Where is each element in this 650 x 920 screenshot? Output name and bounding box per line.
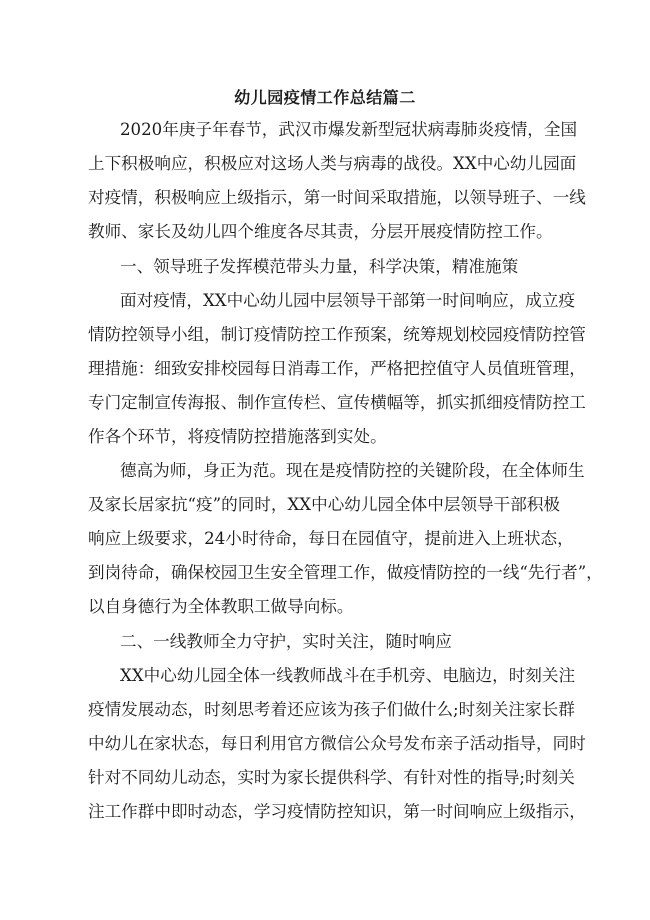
section-heading: 一、领导班子发挥模范带头力量，科学决策，精准施策 (120, 257, 519, 276)
paragraph-line: XX中心幼儿园全体一线教师战斗在手机旁、电脑边，时刻关注 (120, 666, 576, 685)
paragraph-line: 作各个环节，将疫情防控措施落到实处。 (88, 427, 387, 446)
document-title: 幼儿园疫情工作总结篇二 (234, 88, 416, 107)
paragraph-line: 对疫情，积极响应上级指示，第一时间采取措施，以领导班子、一线 (88, 188, 586, 207)
paragraph-line: 德高为师，身正为范。现在是疫情防控的关键阶段，在全体师生 (120, 461, 585, 480)
paragraph-line: 理措施：细致安排校园每日消毒工作，严格把控值守人员值班管理， (88, 359, 586, 378)
paragraph-line: 响应上级要求，24小时待命，每日在园值守，提前进入上班状态， (88, 529, 574, 548)
paragraph-line: 教师、家长及幼儿四个维度各尽其责，分层开展疫情防控工作。 (88, 222, 553, 241)
paragraph-line: 注工作群中即时动态，学习疫情防控知识，第一时间响应上级指示， (88, 802, 586, 821)
paragraph-line: 中幼儿在家状态，每日利用官方微信公众号发布亲子活动指导，同时 (88, 734, 586, 753)
paragraph-line: 上下积极响应，积极应对这场人类与病毒的战役。XX中心幼儿园面 (88, 154, 577, 173)
paragraph-line: 情防控领导小组，制订疫情防控工作预案，统筹规划校园疫情防控管 (88, 325, 586, 344)
paragraph-line: 专门定制宣传海报、制作宣传栏、宣传横幅等，抓实抓细疫情防控工 (88, 393, 586, 412)
paragraph-line: 2020年庚子年春节，武汉市爆发新型冠状病毒肺炎疫情，全国 (120, 120, 578, 139)
paragraph-line: 以自身德行为全体教职工做导向标。 (88, 597, 354, 616)
paragraph-line: 及家长居家抗“疫”的同时，XX中心幼儿园全体中层领导干部积极 (88, 495, 561, 514)
paragraph-line: 到岗待命，确保校园卫生安全管理工作，做疫情防控的一线“先行者”， (88, 563, 603, 582)
paragraph-line: 面对疫情，XX中心幼儿园中层领导干部第一时间响应，成立疫 (120, 291, 576, 310)
paragraph-line: 疫情发展动态，时刻思考着还应该为孩子们做什么;时刻关注家长群 (88, 700, 575, 719)
paragraph-line: 针对不同幼儿动态，实时为家长提供科学、有针对性的指导;时刻关 (88, 768, 575, 787)
section-heading: 二、一线教师全力守护，实时关注，随时响应 (120, 632, 452, 651)
